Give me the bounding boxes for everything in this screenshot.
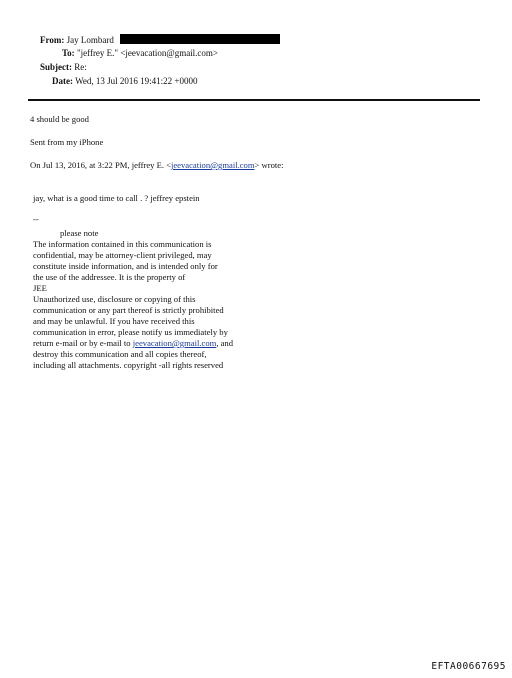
disclaimer-line: the use of the addressee. It is the property of bbox=[33, 272, 186, 282]
to-value: "jeffrey E." <jeevacation@gmail.com> bbox=[76, 48, 219, 58]
subject-label: Subject: bbox=[40, 62, 72, 72]
date-label: Date: bbox=[52, 76, 73, 86]
return-prefix: return e-mail or by e-mail to bbox=[33, 338, 133, 348]
return-email-line bbox=[33, 338, 233, 349]
disclaimer-line: communication in error, please notify us immediately by bbox=[33, 327, 228, 337]
from-row bbox=[40, 34, 280, 46]
to-label: To: bbox=[62, 48, 75, 58]
disclaimer-line: and may be unlawful. If you have received this bbox=[33, 316, 195, 326]
signature-separator: -- bbox=[33, 214, 39, 224]
from-value: Jay Lombard bbox=[66, 35, 114, 45]
disclaimer-line: including all attachments. copyright -all rights reserved bbox=[33, 360, 224, 370]
quote-header bbox=[30, 160, 284, 171]
return-email-link[interactable]: jeevacation@gmail.com bbox=[132, 338, 217, 348]
date-row bbox=[52, 75, 197, 87]
quoted-message: jay, what is a good time to call . ? jeffrey epstein bbox=[33, 193, 200, 203]
date-value: Wed, 13 Jul 2016 19:41:22 +0000 bbox=[75, 76, 198, 86]
quote-email-link[interactable]: jeevacation@gmail.com bbox=[170, 160, 255, 170]
signature-text: Sent from my iPhone bbox=[30, 137, 104, 147]
document-id: EFTA00667695 bbox=[431, 661, 506, 672]
header-divider bbox=[28, 99, 480, 101]
disclaimer-line: constitute inside information, and is intended only for bbox=[33, 261, 218, 271]
disclaimer-line: JEE bbox=[33, 283, 47, 293]
return-suffix: , and bbox=[216, 338, 234, 348]
to-row bbox=[62, 47, 218, 59]
disclaimer-line: confidential, may be attorney-client privileged, may bbox=[33, 250, 212, 260]
disclaimer-line: destroy this communication and all copies thereof, bbox=[33, 349, 207, 359]
disclaimer-line: The information contained in this communication is bbox=[33, 239, 212, 249]
disclaimer-line: Unauthorized use, disclosure or copying of this bbox=[33, 294, 196, 304]
please-note: please note bbox=[60, 228, 99, 238]
from-label: From: bbox=[40, 35, 65, 45]
quote-suffix: > wrote: bbox=[254, 160, 284, 170]
disclaimer-line: communication or any part thereof is strictly prohibited bbox=[33, 305, 224, 315]
subject-row bbox=[40, 61, 87, 73]
subject-value: Re: bbox=[74, 62, 87, 72]
quote-prefix: On Jul 13, 2016, at 3:22 PM, jeffrey E. < bbox=[30, 160, 171, 170]
reply-text: 4 should be good bbox=[30, 114, 89, 124]
redaction-bar bbox=[120, 34, 280, 44]
